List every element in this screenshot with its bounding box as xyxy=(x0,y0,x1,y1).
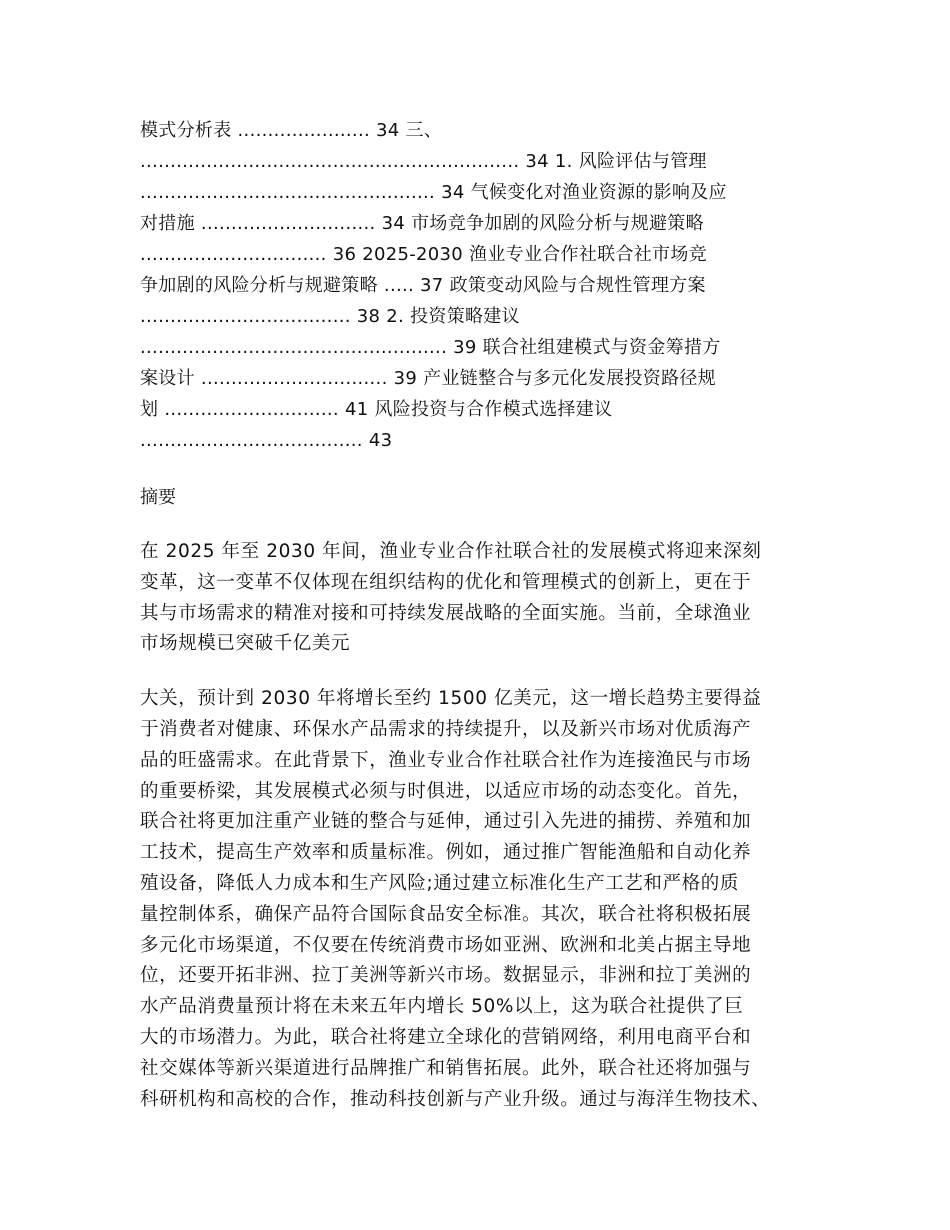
abstract-paragraph-2 xyxy=(140,684,820,1115)
paragraph-line: 大的市场潜力。为此，联合社将建立全球化的营销网络，利用电商平台和 xyxy=(140,1026,752,1048)
toc-line: ................................... 38 2. 投资策略建议 xyxy=(140,306,520,327)
toc-line: 争加剧的风险分析与规避策略 ..... 37 政策变动风险与合规性管理方案 xyxy=(140,275,706,296)
paragraph-line: 变革，这一变革不仅体现在组织结构的优化和管理模式的创新上，更在于 xyxy=(140,571,752,593)
table-of-contents xyxy=(140,115,820,456)
toc-line: 对措施 ............................. 34 市场竞争加剧的风险分析与规避策略 xyxy=(140,213,704,234)
toc-line: ............................................................... 34 1. 风险评估与管理 xyxy=(140,151,707,172)
paragraph-line: 于消费者对健康、环保水产品需求的持续提升，以及新兴市场对优质海产 xyxy=(140,718,752,740)
toc-line: ............................... 36 2025-2030 渔业专业合作社联合社市场竞 xyxy=(140,244,707,265)
paragraph-line: 大关，预计到 2030 年将增长至约 1500 亿美元，这一增长趋势主要得益 xyxy=(140,688,762,710)
paragraph-line: 量控制体系，确保产品符合国际食品安全标准。其次，联合社将积极拓展 xyxy=(140,903,752,925)
paragraph-line: 工技术，提高生产效率和质量标准。例如，通过推广智能渔船和自动化养 xyxy=(140,842,752,864)
toc-line: ..................................... 43 xyxy=(140,430,393,451)
document-page xyxy=(140,115,820,1115)
toc-line: 模式分析表 ...................... 34 三、 xyxy=(140,120,443,141)
paragraph-line: 科研机构和高校的合作，推动科技创新与产业升级。通过与海洋生物技术、 xyxy=(140,1088,771,1110)
paragraph-line: 在 2025 年至 2030 年间，渔业专业合作社联合社的发展模式将迎来深刻 xyxy=(140,541,762,562)
paragraph-line: 多元化市场渠道，不仅要在传统消费市场如亚洲、欧洲和北美占据主导地 xyxy=(140,934,752,956)
paragraph-line: 品的旺盛需求。在此背景下，渔业专业合作社联合社作为连接渔民与市场 xyxy=(140,749,752,771)
toc-line: 划 ............................. 41 风险投资与合作模式选择建议 xyxy=(140,399,613,420)
paragraph-line: 位，还要开拓非洲、拉丁美洲等新兴市场。数据显示，非洲和拉丁美洲的 xyxy=(140,965,752,987)
paragraph-line: 其与市场需求的精准对接和可持续发展战略的全面实施。当前，全球渔业 xyxy=(140,602,752,624)
paragraph-line: 市场规模已突破千亿美元 xyxy=(140,633,351,655)
toc-line: 案设计 ............................... 39 产业链整合与多元化发展投资路径规 xyxy=(140,368,716,389)
paragraph-line: 联合社将更加注重产业链的整合与延伸，通过引入先进的捕捞、养殖和加 xyxy=(140,811,752,833)
paragraph-line: 水产品消费量预计将在未来五年内增长 50%以上，这为联合社提供了巨 xyxy=(140,996,744,1018)
paragraph-line: 殖设备，降低人力成本和生产风险;通过建立标准化生产工艺和严格的质 xyxy=(140,872,739,894)
toc-line: ................................................. 34 气候变化对渔业资源的影响及应 xyxy=(140,182,727,203)
abstract-paragraph-1 xyxy=(140,537,820,660)
abstract-heading: 摘要 xyxy=(140,487,176,508)
paragraph-line: 社交媒体等新兴渠道进行品牌推广和销售拓展。此外，联合社还将加强与 xyxy=(140,1057,752,1079)
paragraph-line: 的重要桥梁，其发展模式必须与时俱进，以适应市场的动态变化。首先， xyxy=(140,780,752,802)
toc-line: ................................................... 39 联合社组建模式与资金筹措方 xyxy=(140,337,721,358)
